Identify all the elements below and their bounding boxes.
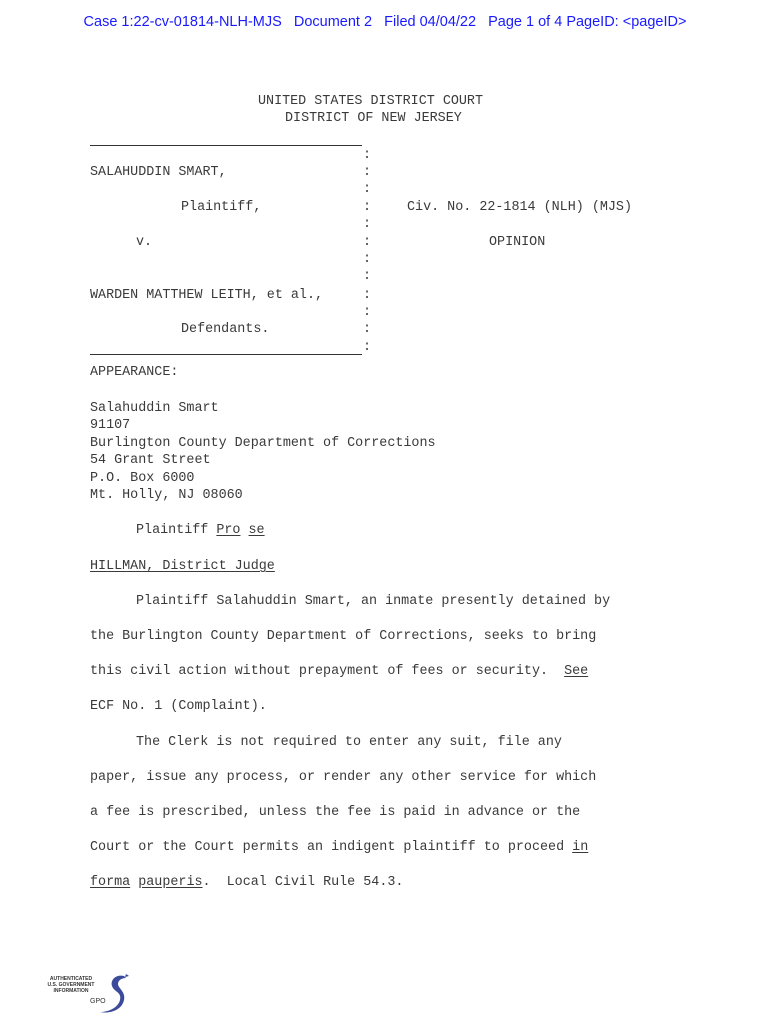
seal-text xyxy=(40,976,102,994)
caption-bottom-rule xyxy=(90,354,362,355)
versus: v. xyxy=(136,235,153,250)
gpo-mark: GPO xyxy=(90,998,106,1005)
plaintiff-role: Plaintiff, xyxy=(181,200,262,215)
caption-colon: : xyxy=(363,340,372,355)
caption-colon: : xyxy=(363,305,372,320)
citation-signal: See xyxy=(564,664,589,679)
body-line: the Burlington County Department of Corrections, seeks to bring xyxy=(90,629,597,644)
caption-colon: : xyxy=(363,217,372,232)
latin-term: in xyxy=(572,840,589,855)
body-text: this civil action without prepayment of fees or security. xyxy=(90,664,565,679)
role-prefix: Plaintiff xyxy=(136,523,217,538)
plaintiff-name: SALAHUDDIN SMART, xyxy=(90,165,227,180)
address-line: 91107 xyxy=(90,418,131,433)
body-line: The Clerk is not required to enter any suit, file any xyxy=(136,735,562,750)
caption-colon: : xyxy=(363,252,372,267)
body-text: . Local Civil Rule 54.3. xyxy=(202,875,404,890)
seal-line: U.S. GOVERNMENT xyxy=(47,982,95,988)
caption-colon: : xyxy=(363,288,372,303)
caption-top-rule xyxy=(90,145,362,146)
caption-colon: : xyxy=(363,269,372,284)
seal-line: AUTHENTICATED xyxy=(49,976,93,982)
caption-colon: : xyxy=(363,200,372,215)
body-text: Court or the Court permits an indigent plaintiff to proceed xyxy=(90,840,573,855)
seal-line: INFORMATION xyxy=(53,988,89,994)
role-se: se xyxy=(248,523,265,538)
document-type: OPINION xyxy=(489,235,546,250)
court-district: DISTRICT OF NEW JERSEY xyxy=(285,111,462,126)
address-line: Salahuddin Smart xyxy=(90,401,219,416)
eagle-icon xyxy=(96,970,130,1016)
caption-colon: : xyxy=(363,165,372,180)
address-line: 54 Grant Street xyxy=(90,453,211,468)
caption-colon: : xyxy=(363,235,372,250)
judge-line: HILLMAN, District Judge xyxy=(90,559,275,574)
defendant-role: Defendants. xyxy=(181,322,270,337)
plaintiff-pro-se xyxy=(136,523,265,539)
body-line: paper, issue any process, or render any other service for which xyxy=(90,770,597,785)
defendant-name: WARDEN MATTHEW LEITH, et al., xyxy=(90,288,324,303)
body-line: a fee is prescribed, unless the fee is paid in advance or the xyxy=(90,805,581,820)
case-header: Case 1:22-cv-01814-NLH-MJS Document 2 Filed 04/04/22 Page 1 of 4 PageID: <pageID> xyxy=(83,14,687,30)
latin-term: forma xyxy=(90,875,131,890)
address-line: Mt. Holly, NJ 08060 xyxy=(90,488,243,503)
caption-colon: : xyxy=(363,148,372,163)
body-line xyxy=(90,664,588,680)
body-line: Plaintiff Salahuddin Smart, an inmate presently detained by xyxy=(136,594,611,609)
role-pro: Pro xyxy=(216,523,241,538)
gpo-authentication-seal xyxy=(40,968,130,1018)
appearance-heading: APPEARANCE: xyxy=(90,365,179,380)
latin-term: pauperis xyxy=(138,875,203,890)
court-name: UNITED STATES DISTRICT COURT xyxy=(258,94,483,109)
caption-colon: : xyxy=(363,322,372,337)
caption-colon: : xyxy=(363,182,372,197)
address-line: Burlington County Department of Corrections xyxy=(90,436,436,451)
body-line: ECF No. 1 (Complaint). xyxy=(90,699,267,714)
body-line xyxy=(90,840,588,856)
body-line xyxy=(90,875,403,891)
civil-number: Civ. No. 22-1814 (NLH) (MJS) xyxy=(407,200,632,215)
address-line: P.O. Box 6000 xyxy=(90,471,195,486)
